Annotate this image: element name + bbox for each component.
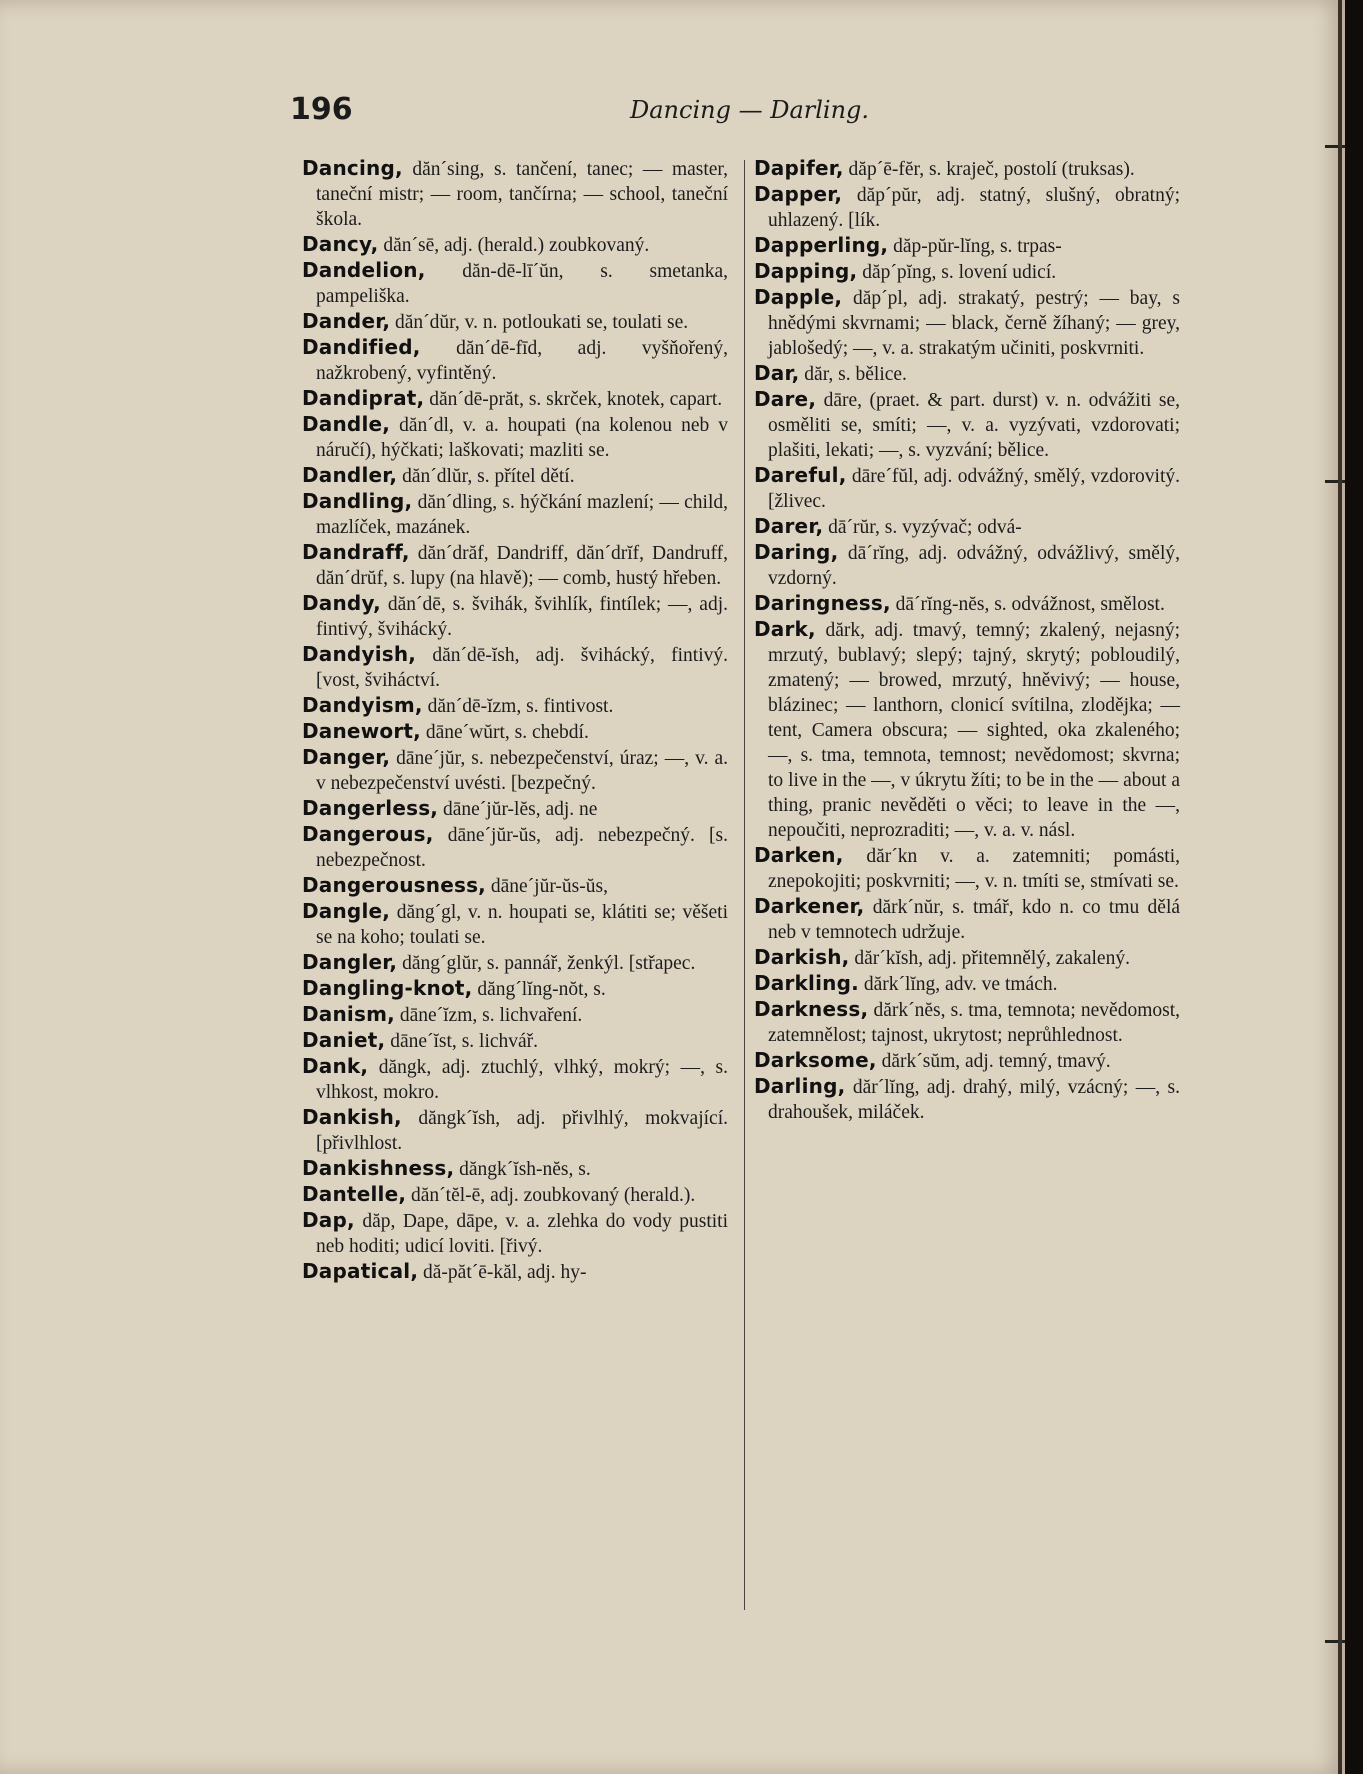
entry-definition: s. bělice. [838, 364, 907, 385]
entry-pronunciation: dă-păt´ē-kăl, [423, 1262, 523, 1283]
dictionary-entry [750, 156, 1180, 182]
dictionary-entry [298, 232, 728, 258]
entry-headword: Dapifer, [754, 156, 844, 180]
dictionary-entry [298, 489, 728, 540]
entry-pronunciation: dăr´kĭsh, [854, 948, 924, 969]
entry-headword: Dare, [754, 387, 817, 411]
entry-pronunciation: dăn´dŭr, [395, 312, 460, 333]
entry-definition: v. a. zatemniti; pomásti, znepokojiti; poskvrniti; —, v. n. tmíti se, stmívati se. [768, 846, 1181, 892]
entry-headword: Dapping, [754, 259, 858, 283]
entry-headword: Darkling. [754, 971, 859, 995]
entry-pronunciation: dărk´nŭr, [872, 897, 944, 918]
entry-pronunciation: dăng´gl, [396, 902, 462, 923]
entry-headword: Dancing, [302, 156, 403, 180]
entry-definition: s. hýčkání mazlení; — child, mazlíček, mazánek. [316, 492, 729, 538]
page-number: 196 [290, 92, 353, 127]
edge-mark [1325, 1640, 1345, 1643]
entry-definition: adj. hy- [526, 1262, 587, 1283]
dictionary-entry [298, 642, 728, 693]
dictionary-entry [298, 591, 728, 642]
entry-definition: adv. ve tmách. [945, 974, 1058, 995]
entry-definition: adj. přitemnělý, zakalený. [928, 948, 1130, 969]
entry-headword: Darken, [754, 843, 844, 867]
entry-definition: s. tmář, kdo n. co tmu dělá neb v temnotech udržuje. [768, 897, 1181, 943]
entry-pronunciation: dā´rŭr, [828, 517, 880, 538]
entry-definition: adj. nebezpečný. [s. nebezpečnost. [316, 825, 729, 871]
entry-definition: Dandriff, dăn´drĭf, Dandruff, dăn´drŭf, s. lupy (na hlavě); — comb, hustý hřeben. [316, 543, 729, 589]
entry-pronunciation: dāne´jŭr-ŭs-ŭs, [490, 876, 608, 897]
entry-definition: s. nebezpečenství, úraz; —, v. a. v nebezpečenství uvésti. [bezpečný. [316, 748, 728, 794]
entry-definition: adj. ne [545, 799, 598, 820]
entry-headword: Dangerous, [302, 822, 434, 846]
entry-headword: Dark, [754, 617, 816, 641]
edge-mark [1325, 145, 1345, 148]
entry-headword: Dancy, [302, 232, 379, 256]
dictionary-entry [298, 1002, 728, 1028]
entry-pronunciation: dăng´lĭng-nŏt, [477, 979, 589, 1000]
dictionary-entry [750, 387, 1180, 463]
entry-headword: Dandified, [302, 335, 421, 359]
book-spine [1345, 0, 1363, 1774]
dictionary-entry [298, 412, 728, 463]
entry-headword: Daring, [754, 540, 839, 564]
entry-pronunciation: dāne´wŭrt, [425, 722, 510, 743]
column-divider [744, 160, 745, 1610]
entry-definition: s. trpas- [999, 236, 1062, 257]
entry-definition: adj. ztuchlý, vlhký, mokrý; —, s. vlhkost, mokro. [316, 1057, 729, 1103]
entry-pronunciation: dăn´tĕl-ē, [411, 1185, 486, 1206]
dictionary-entry [298, 463, 728, 489]
dictionary-entry [750, 463, 1180, 514]
dictionary-entry [750, 843, 1180, 894]
dictionary-entry [298, 335, 728, 386]
entry-headword: Darer, [754, 514, 824, 538]
dictionary-entry [298, 873, 728, 899]
dictionary-entry [750, 1074, 1180, 1125]
dictionary-entry [750, 540, 1180, 591]
entry-pronunciation: dăn´dē, [387, 594, 446, 615]
entry-headword: Dangerousness, [302, 873, 486, 897]
entry-headword: Dankishness, [302, 1156, 455, 1180]
page-header [290, 92, 1190, 132]
entry-pronunciation: dāne´ĭzm, [399, 1005, 478, 1026]
entry-headword: Dapple, [754, 285, 843, 309]
entry-definition: s. skrček, knotek, capart. [528, 389, 723, 410]
entry-definition: adj. temný, tmavý. [965, 1051, 1111, 1072]
entry-headword: Dandiprat, [302, 386, 425, 410]
entry-definition: adj. tmavý, temný; zkalený, nejasný; mrzutý, bublavý; slepý; tajný, skrytý; pobloudilý, zmatený; — browed, mrzutý, hněvivý; — house, blázinec; — lanthorn, clonicí svítilna, zlodějka; — tent, Camera obscura; — sighted, oka zkaleného; —, s. tma, temnota, temnost; nevědomost; skvrna; to live in the —, v úkrytu žíti; to be in the — about a thing, pranic nevěděti o věci; to leave in the —, nepoučiti, neprozraditi; —, v. a. v. násl. [768, 620, 1180, 841]
entry-definition: s. chebdí. [514, 722, 589, 743]
entry-definition: s. [578, 1159, 591, 1180]
entry-definition: s. lichvář. [461, 1031, 539, 1052]
dictionary-entry [298, 1054, 728, 1105]
dictionary-entry [750, 971, 1180, 997]
entry-headword: Dandler, [302, 463, 398, 487]
entry-definition: adj. statný, slušný, obratný; uhlazený. [lík. [768, 185, 1181, 231]
entry-definition: s. fintivost. [526, 696, 614, 717]
dictionary-entry [298, 693, 728, 719]
entry-headword: Darkener, [754, 894, 865, 918]
entry-definition: v. n. houpati se, klátiti se; věšeti se na koho; toulati se. [316, 902, 729, 948]
entry-definition: s. odvážnost, smělost. [994, 594, 1165, 615]
left-column [298, 156, 728, 1285]
entry-pronunciation: dāre´fŭl, [851, 466, 919, 487]
entry-pronunciation: dăr, [804, 364, 834, 385]
entry-pronunciation: dăp, [362, 1211, 396, 1232]
dictionary-entry [750, 233, 1180, 259]
dictionary-entry [750, 894, 1180, 945]
entry-definition: s. smetanka, pampeliška. [316, 261, 729, 307]
entry-definition: s. lovení udicí. [941, 262, 1057, 283]
dictionary-entry [298, 1156, 728, 1182]
entry-pronunciation: dăr´lĭng, [852, 1077, 920, 1098]
entry-definition: s. krаječ, postolí (truksas). [928, 159, 1135, 180]
dictionary-entry [298, 258, 728, 309]
dictionary-entry [298, 1259, 728, 1285]
entry-pronunciation: dăn´dlŭr, [402, 466, 473, 487]
entry-pronunciation: dăp´pŭr, [856, 185, 922, 206]
entry-pronunciation: dāne´ĭst, [390, 1031, 457, 1052]
entry-headword: Dandyism, [302, 693, 423, 717]
entry-headword: Danger, [302, 745, 391, 769]
dictionary-entry [750, 997, 1180, 1048]
entry-definition: v. n. potloukati se, toulati se. [464, 312, 689, 333]
entry-headword: Dapperling, [754, 233, 889, 257]
entry-definition: s. pannář, ženkýl. [střapec. [486, 953, 696, 974]
entry-pronunciation: dāne´jŭr, [396, 748, 466, 769]
entry-definition: (praet. & part. durst) v. n. odvážiti se, osměliti se, smíti; —, v. a. vyzývati, vzdorovati; plašiti, lekati; —, s. vyzvání; bělice. [768, 390, 1181, 461]
entry-pronunciation: dărk´lĭng, [863, 974, 941, 995]
entry-pronunciation: dăp-pŭr-lĭng, [893, 236, 996, 257]
entry-headword: Dangling-knot, [302, 976, 473, 1000]
dictionary-entry [750, 945, 1180, 971]
entry-pronunciation: dăn´sing, [412, 159, 485, 180]
entry-pronunciation: dăn´sē, [383, 235, 440, 256]
page-binding [1338, 0, 1342, 1774]
entry-pronunciation: dăngk´ĭsh, [418, 1108, 501, 1129]
entry-headword: Dandy, [302, 591, 381, 615]
entry-pronunciation: dăn´dl, [399, 415, 454, 436]
entry-definition: adj. švihácký, fintivý. [vost, šviháctví. [316, 645, 729, 691]
entry-definition: s. [593, 979, 606, 1000]
dictionary-entry [298, 899, 728, 950]
entry-headword: Dankish, [302, 1105, 402, 1129]
entry-definition: s. tančení, tanec; — master, taneční mistr; — room, tančírna; — school, taneční škola. [316, 159, 729, 230]
dictionary-entry [298, 950, 728, 976]
dictionary-entry [750, 259, 1180, 285]
entry-pronunciation: dăn´dē-ĭsh, [432, 645, 520, 666]
entry-pronunciation: dăr´kn [866, 846, 918, 867]
entry-headword: Dareful, [754, 463, 847, 487]
entry-headword: Dangle, [302, 899, 391, 923]
entry-definition: s. přítel dětí. [477, 466, 575, 487]
entry-pronunciation: dăn´dē-ĭzm, [427, 696, 522, 717]
entry-definition: s. tma, temnota; nevědomost, zatemnělost; tajnost, ukrytost; neprůhlednost. [768, 1000, 1180, 1046]
entry-definition: adj. strakatý, pestrý; — bay, s hnědými skvrnami; — black, černě žíhaný; — grey, jablošedý; —, v. a. strakatým učiniti, poskvrniti. [768, 288, 1180, 359]
dictionary-entry [750, 591, 1180, 617]
entry-pronunciation: dărk, [825, 620, 865, 641]
entry-headword: Dank, [302, 1054, 369, 1078]
entry-definition: Dape, dāpe, v. a. zlehka do vody pustiti neb hoditi; udicí loviti. [řivý. [316, 1211, 729, 1257]
entry-headword: Danism, [302, 1002, 395, 1026]
entry-headword: Dantelle, [302, 1182, 407, 1206]
entry-pronunciation: dărk´sŭm, [881, 1051, 961, 1072]
entry-headword: Darling, [754, 1074, 846, 1098]
right-column [750, 156, 1180, 1125]
entry-pronunciation: dăn-dē-lī´ŭn, [462, 261, 564, 282]
entry-pronunciation: dăp´pĭng, [862, 262, 937, 283]
entry-pronunciation: dā´rĭng, [847, 543, 910, 564]
dictionary-entry [298, 1028, 728, 1054]
entry-definition: s. vyzývač; odvá- [884, 517, 1022, 538]
entry-headword: Darkish, [754, 945, 850, 969]
entry-pronunciation: dăn´dē-fīd, [456, 338, 543, 359]
entry-pronunciation: dărk´nĕs, [873, 1000, 946, 1021]
dictionary-entry [750, 617, 1180, 843]
entry-headword: Dandle, [302, 412, 391, 436]
entry-pronunciation: dăn´dling, [417, 492, 498, 513]
entry-pronunciation: dăngk´ĭsh-nĕs, [459, 1159, 574, 1180]
entry-pronunciation: dăn´dē-prăt, [429, 389, 524, 410]
dictionary-entry [298, 822, 728, 873]
entry-headword: Daringness, [754, 591, 891, 615]
entry-definition: adj. drahý, milý, vzácný; —, s. drahoušek, miláček. [768, 1077, 1181, 1123]
entry-headword: Dandelion, [302, 258, 426, 282]
entry-headword: Daniet, [302, 1028, 386, 1052]
entry-headword: Dangler, [302, 950, 398, 974]
entry-definition: adj. vyšňořený, nažkrobený, vyfintěný. [316, 338, 728, 384]
dictionary-entry [298, 1182, 728, 1208]
entry-headword: Dandyish, [302, 642, 417, 666]
dictionary-entry [298, 540, 728, 591]
dictionary-entry [750, 1048, 1180, 1074]
dictionary-entry [298, 309, 728, 335]
dictionary-entry [298, 976, 728, 1002]
dictionary-entry [298, 156, 728, 232]
entry-definition: s. švihák, švihlík, fintílek; —, adj. fintivý, švihácký. [316, 594, 729, 640]
entry-headword: Darkness, [754, 997, 869, 1021]
entry-definition: adj. (herald.) zoubkovaný. [444, 235, 650, 256]
dictionary-entry [298, 1208, 728, 1259]
dictionary-entry [298, 719, 728, 745]
entry-definition: v. a. houpati (na kolenou neb v náručí), hýčkati; laškovati; mazliti se. [316, 415, 729, 461]
entry-headword: Danewort, [302, 719, 421, 743]
entry-definition: adj. zoubkovaný (herald.). [490, 1185, 696, 1206]
entry-definition: adj. odvážný, odvážlivý, smělý, vzdorný. [768, 543, 1180, 589]
entry-headword: Dapatical, [302, 1259, 419, 1283]
edge-mark [1325, 480, 1345, 483]
entry-pronunciation: dāre, [823, 390, 863, 411]
entry-pronunciation: dā´rĭng-nĕs, [895, 594, 990, 615]
entry-headword: Dander, [302, 309, 391, 333]
dictionary-entry [298, 386, 728, 412]
entry-headword: Dandraff, [302, 540, 410, 564]
entry-pronunciation: dăp´pl, [853, 288, 908, 309]
entry-headword: Darksome, [754, 1048, 877, 1072]
entry-headword: Dapper, [754, 182, 843, 206]
dictionary-entry [750, 285, 1180, 361]
entry-definition: adj. odvážný, smělý, vzdorovitý. [žlivec. [768, 466, 1181, 512]
entry-definition: adj. přivlhlý, mokvající. [přivlhlost. [316, 1108, 728, 1154]
entry-pronunciation: dăn´drăf, [417, 543, 489, 564]
entry-pronunciation: dăng´glŭr, [402, 953, 482, 974]
entry-pronunciation: dāne´jŭr-lĕs, [442, 799, 541, 820]
entry-headword: Dap, [302, 1208, 355, 1232]
entry-pronunciation: dăngk, [378, 1057, 432, 1078]
running-head: Dancing — Darling. [630, 96, 870, 124]
entry-headword: Dangerless, [302, 796, 439, 820]
entry-headword: Dandling, [302, 489, 413, 513]
dictionary-entry [750, 514, 1180, 540]
entry-pronunciation: dăp´ē-fĕr, [848, 159, 925, 180]
entry-headword: Dar, [754, 361, 800, 385]
dictionary-entry [298, 796, 728, 822]
dictionary-entry [298, 745, 728, 796]
entry-definition: s. lichvaření. [482, 1005, 583, 1026]
dictionary-entry [298, 1105, 728, 1156]
dictionary-entry [750, 361, 1180, 387]
entry-pronunciation: dāne´jŭr-ŭs, [447, 825, 542, 846]
dictionary-entry [750, 182, 1180, 233]
